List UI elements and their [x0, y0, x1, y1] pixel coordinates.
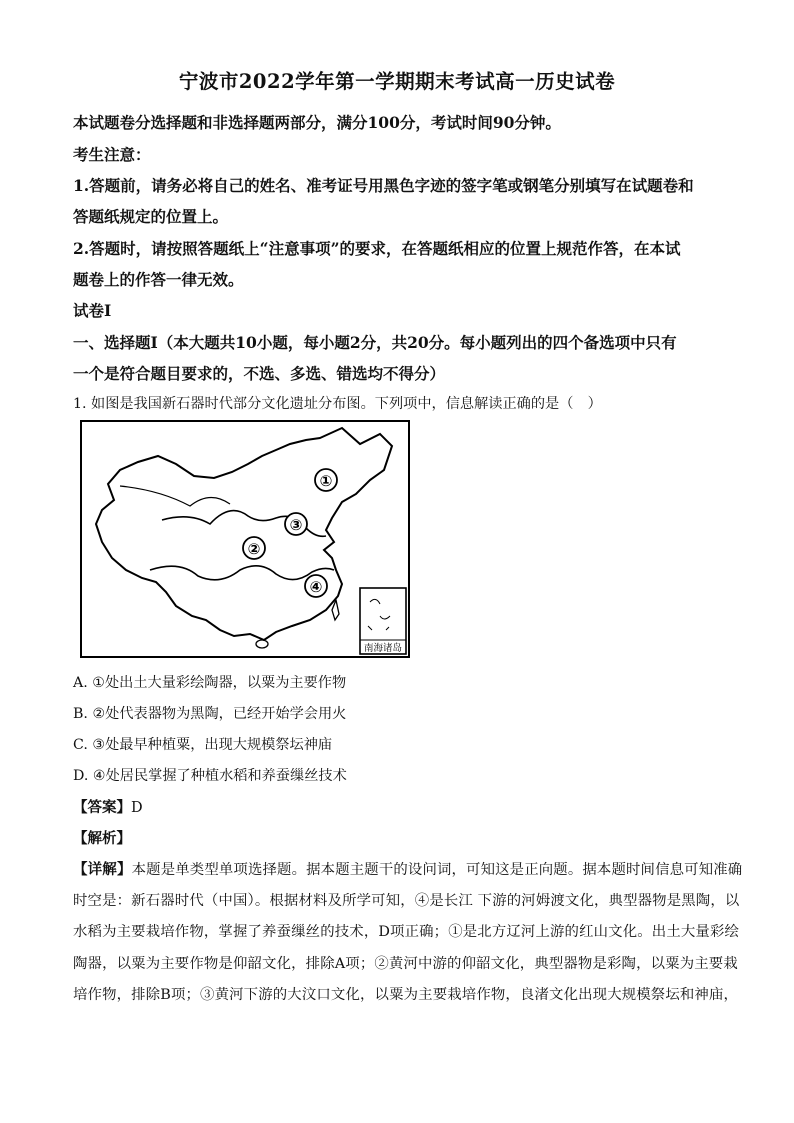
answer-line: 【答案】D [73, 799, 143, 816]
section-heading-line1: 一、选择题Ⅰ（本大题共10小题，每小题2分，共20分。每小题列出的四个备选项中只有 [73, 333, 677, 352]
notice-heading: 考生注意： [73, 145, 151, 164]
notice-1-line1: 1.答题前，请务必将自己的姓名、准考证号用黑色字迹的签字笔或钢笔分别填写在试题卷和 [73, 176, 694, 195]
site-marker-3 [285, 513, 307, 535]
detail-line-2: 时空是：新石器时代（中国）。根据材料及所学可知，④是长江 下游的河姆渡文化，典型器物是黑陶，以 [73, 893, 740, 909]
site-label-3: ③ [289, 516, 303, 534]
detail-text-1: 本题是单类型单项选择题。据本题主题干的设问词，可知这是正向题。据本题时间信息可知准确 [131, 862, 743, 878]
analysis-line: 【解析】 [73, 830, 131, 847]
exam-intro: 本试题卷分选择题和非选择题两部分，满分100分，考试时间90分钟。 [73, 113, 561, 132]
question-1-stem: 1. 如图是我国新石器时代部分文化遗址分布图。下列项中，信息解读正确的是（ ） [73, 396, 602, 412]
detail-line-1: 【详解】本题是单类型单项选择题。据本题主题干的设问词，可知这是正向题。据本题时间信息可知准确 [73, 861, 743, 878]
paper-label: 试卷Ⅰ [73, 301, 112, 320]
site-label-2: ② [247, 540, 261, 558]
option-a: A. ①处出土大量彩绘陶器，以粟为主要作物 [73, 675, 347, 691]
detail-line-5: 培作物，排除B项；③黄河下游的大汶口文化，以粟为主要栽培作物，良渚文化出现大规模祭坛和神庙， [73, 987, 739, 1003]
site-label-4: ④ [309, 578, 323, 596]
notice-1-line2: 答题纸规定的位置上。 [73, 207, 229, 226]
option-c: C. ③处最早种植粟，出现大规模祭坛神庙 [73, 737, 333, 753]
exam-title: 宁波市2022学年第一学期期末考试高一历史试卷 [178, 70, 616, 93]
site-label-1: ① [319, 472, 333, 490]
answer-value: D [131, 800, 143, 816]
south-sea-inset [360, 588, 406, 654]
site-marker-1 [315, 469, 337, 491]
notice-2-line2: 题卷上的作答一律无效。 [73, 270, 244, 289]
site-marker-2 [243, 537, 265, 559]
detail-line-3: 水稻为主要栽培作物，掌握了养蚕缫丝的技术，D项正确；①是北方辽河上游的红山文化。出土大量彩绘 [73, 924, 740, 940]
detail-line-4: 陶器，以粟为主要作物是仰韶文化，排除A项；②黄河中游的仰韶文化，典型器物是彩陶，以粟为主要栽 [73, 956, 738, 972]
analysis-tag: 解析 [87, 830, 117, 847]
answer-tag: 答案 [87, 799, 117, 816]
site-marker-4 [305, 575, 327, 597]
section-heading-line2: 一个是符合题目要求的，不选、多选、错选均不得分） [73, 364, 446, 383]
option-d: D. ④处居民掌握了种植水稻和养蚕缫丝技术 [73, 768, 347, 784]
neolithic-sites-map [80, 420, 410, 658]
option-b: B. ②处代表器物为黑陶，已经开始学会用火 [73, 706, 347, 722]
detail-tag: 详解 [87, 861, 117, 878]
notice-2-line1: 2.答题时，请按照答题纸上“注意事项”的要求，在答题纸相应的位置上规范作答，在本试 [73, 239, 681, 258]
inset-label: 南海诸岛 [363, 643, 403, 654]
